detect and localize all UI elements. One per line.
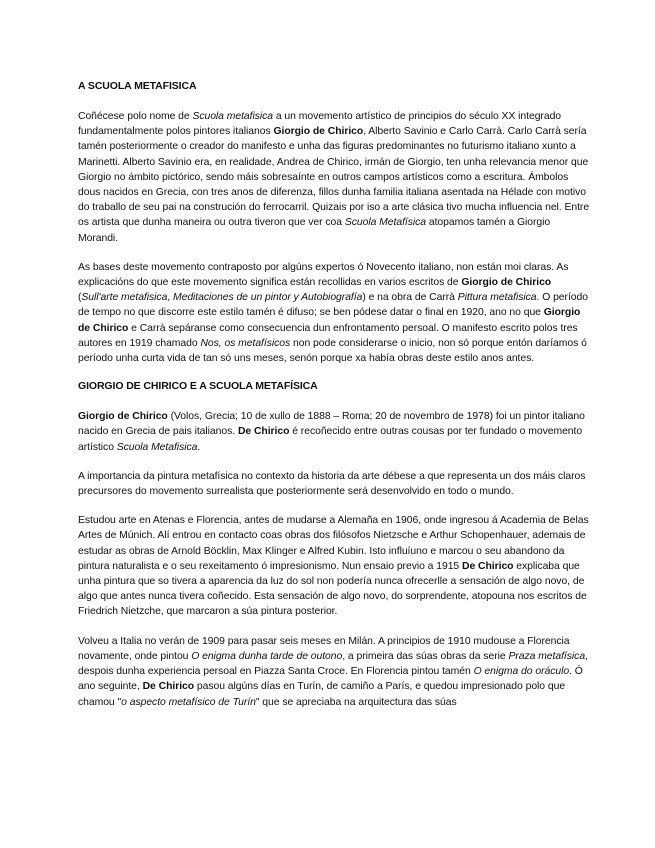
section-heading: GIORGIO DE CHIRICO E A SCUOLA METAFÍSICA bbox=[78, 380, 318, 393]
paragraph: Estudou arte en Atenas e Florencia, antes de mudarse a Alemaña en 1906, onde ingresou á Academia de Belas Artes de Múnich. Alí entrou en contacto coas obras dos filósofos Nietzsche e Arthur Schopenhauer, ademais de estudar as obras de Arnold Böcklin, Max Klinger e Alfred Kubin. Isto influíuno e marcou o seu abandono da pintura naturalista e o seu rexeitamento ó impresionismo. Nun ensaio previo a 1915 De Chirico explicaba que unha pintura que so tivera a aparencia da luz do sol non podería nunca ofrecerlle a sensación de algo novo, de algo que antes nunca tivera coñecido. Esta sensación de algo novo, do sorprendente, atopouna nos escritos de Friedrich Nietzche, que marcaron a súa pintura posterior. bbox=[78, 515, 589, 618]
paragraph: A importancia da pintura metafísica no contexto da historia da arte débese a que representa un dos máis claros precursores do movemento surrealista que posteriormente será desenvolvido en todo o mundo. bbox=[78, 470, 586, 498]
section-heading: A SCUOLA METAFISICA bbox=[78, 80, 197, 92]
paragraph: As bases deste movemento contraposto por algúns expertos ó Novecento italiano, non están moi claras. As explicacións do que este movemento significa están recollidas en varios escritos de Giorgio de Chirico (Sull'arte metafisica, Meditaciones de un pintor y Autobiografía) e na obra de Carrà Pittura metafisica. O período de tempo no que discorre este estilo tamén é difuso; se ben pódese datar o final en 1920, ano no que Giorgio de Chirico e Carrà sepáranse como consecuencia dun enfrontamento persoal. O manifesto escrito polos tres autores en 1919 chamado Nos, os metafísicos non pode considerarse o inicio, non só porque entón daríamos ó período unha curta vida de tan só uns meses, senón porque xa había obras deste estilo anos antes. bbox=[78, 261, 588, 365]
paragraph: Giorgio de Chirico (Volos, Grecia; 10 de xullo de 1888 – Roma; 20 de novembro de 1978) foi un pintor italiano nacido en Grecia de pais italianos. De Chirico é recoñecido entre outras cousas por ter fundado o movemento artístico Scuola Metafisica. bbox=[78, 411, 585, 453]
document-body bbox=[78, 80, 592, 710]
paragraph: Volveu a Italia no verán de 1909 para pasar seis meses en Milán. A principios de 1910 mudouse a Florencia novamente, onde pintou O enigma dunha tarde de outono, a primeira das súas obras da serie Praza metafísica, despois dunha experiencia persoal en Piazza Santa Croce. En Florencia pintou tamén O enigma do oráculo. Ó ano seguinte, De Chirico pasou algúns días en Turín, de camiño a París, e quedou impresionado polo que chamou "o aspecto metafísico de Turín" que se apreciaba na arquitectura das súas bbox=[78, 635, 588, 708]
paragraph: Coñécese polo nome de Scuola metafisica a un movemento artístico de principios do século XX integrado fundamentalmente polos pintores italianos Giorgio de Chirico, Alberto Savinio e Carlo Carrà. Carlo Carrà sería tamén posteriormente o creador do manifesto e unha das figuras predominantes no futurismo italiano xunto a Marinetti. Alberto Savinio era, en realidade, Andrea de Chirico, irmán de Giorgio, ten unha relevancia menor que Giorgio no ámbito pictórico, sendo máis sobresaínte en outros campos artísticos como a escritura. Ámbolos dous nacidos en Grecia, con tres anos de diferenza, fillos dunha familia italiana asentada na Hélade con motivo do traballo de seu pai na construción do ferrocarril. Quizais por iso a arte clásica tivo mucha influencia nel. Entre os artista que dunha maneira ou outra tiveron que ver coa Scuola Metafísica atopamos tamén a Giorgio Morandi. bbox=[78, 111, 590, 244]
